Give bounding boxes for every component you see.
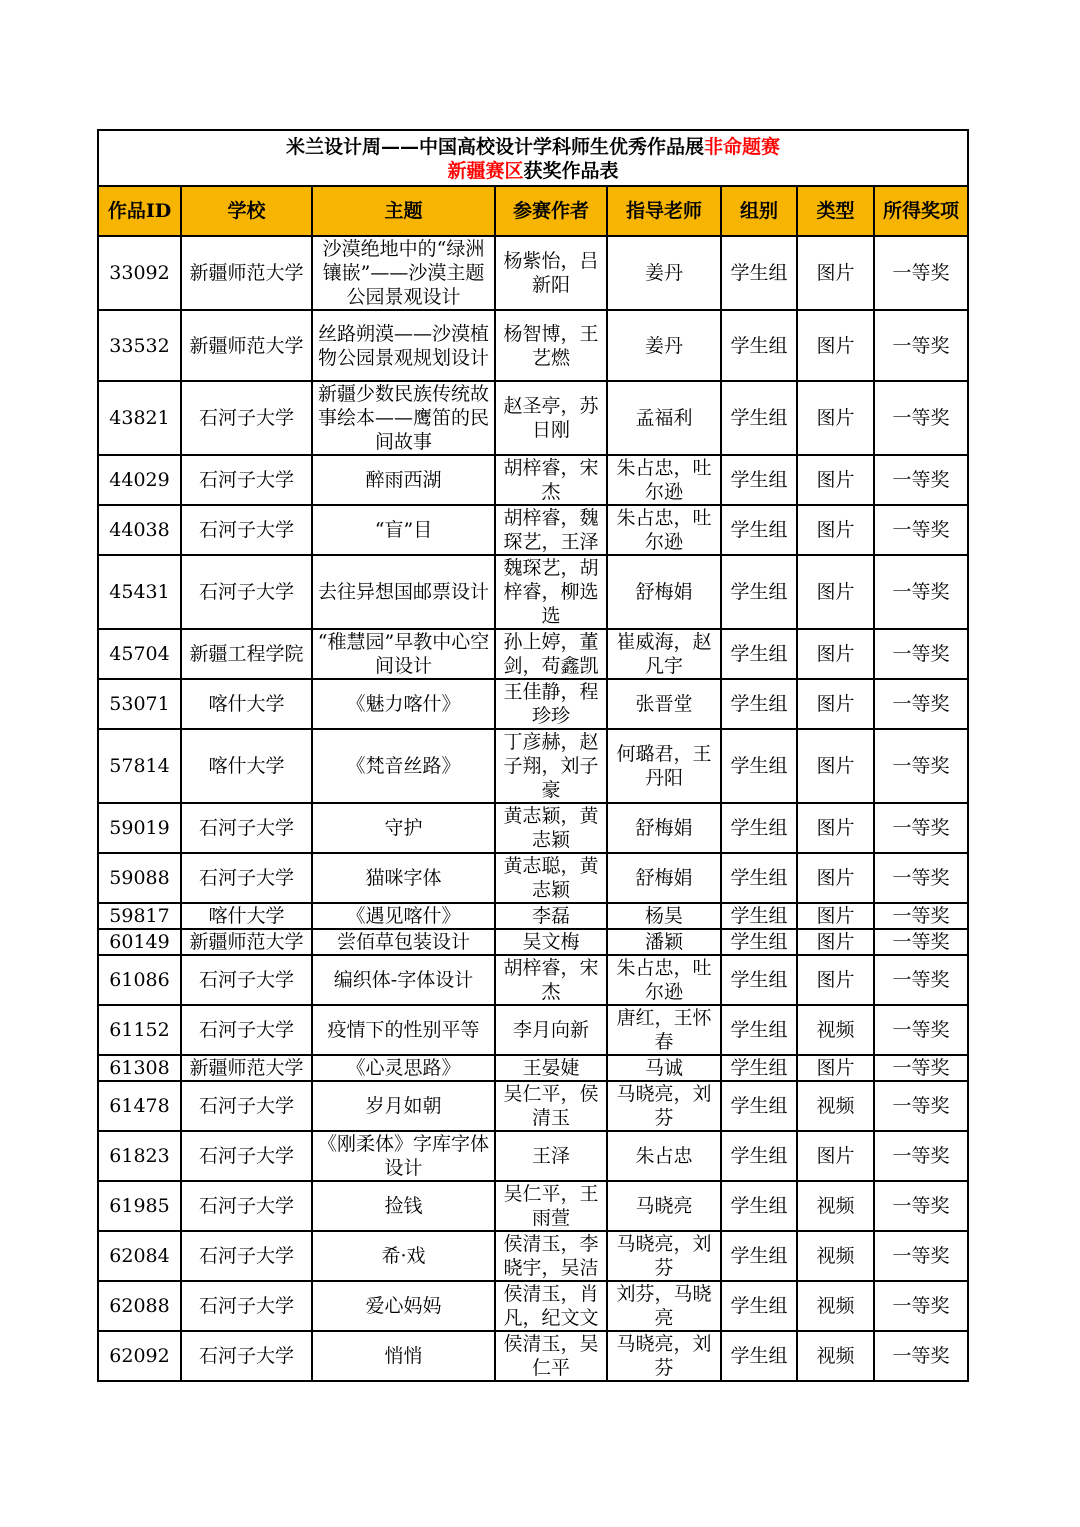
cell-authors: 黄志聪，黄志颖 <box>495 853 607 903</box>
cell-authors: 胡梓睿，魏琛艺，王泽 <box>495 505 607 555</box>
table-row <box>98 679 968 729</box>
cell-id: 45704 <box>98 629 181 679</box>
cell-award: 一等奖 <box>874 1231 968 1281</box>
cell-teacher: 姜丹 <box>607 236 721 310</box>
cell-award: 一等奖 <box>874 929 968 955</box>
cell-authors: 侯清玉，李晓宇，吴洁 <box>495 1231 607 1281</box>
table-row <box>98 955 968 1005</box>
col-header-theme: 主题 <box>312 186 495 236</box>
cell-id: 33092 <box>98 236 181 310</box>
table-row <box>98 1331 968 1381</box>
cell-award: 一等奖 <box>874 1281 968 1331</box>
cell-teacher: 舒梅娟 <box>607 555 721 629</box>
cell-award: 一等奖 <box>874 1181 968 1231</box>
table-row <box>98 929 968 955</box>
cell-group: 学生组 <box>721 1281 797 1331</box>
cell-group: 学生组 <box>721 803 797 853</box>
cell-teacher: 崔威海，赵凡宇 <box>607 629 721 679</box>
cell-teacher: 朱占忠，吐尔逊 <box>607 505 721 555</box>
cell-school: 石河子大学 <box>181 853 312 903</box>
cell-type: 视频 <box>797 1231 874 1281</box>
cell-award: 一等奖 <box>874 1081 968 1131</box>
cell-authors: 李磊 <box>495 903 607 929</box>
col-header-type: 类型 <box>797 186 874 236</box>
cell-type: 图片 <box>797 853 874 903</box>
cell-teacher: 马晓亮，刘芬 <box>607 1231 721 1281</box>
cell-theme: 去往异想国邮票设计 <box>312 555 495 629</box>
table-row <box>98 1055 968 1081</box>
title-part1: 米兰设计周——中国高校设计学科师生优秀作品展 <box>286 136 705 158</box>
cell-school: 新疆师范大学 <box>181 236 312 310</box>
cell-type: 图片 <box>797 1131 874 1181</box>
cell-type: 图片 <box>797 505 874 555</box>
cell-type: 视频 <box>797 1281 874 1331</box>
cell-id: 62092 <box>98 1331 181 1381</box>
cell-school: 石河子大学 <box>181 381 312 455</box>
cell-teacher: 杨昊 <box>607 903 721 929</box>
cell-type: 视频 <box>797 1005 874 1055</box>
cell-type: 视频 <box>797 1331 874 1381</box>
cell-theme: 新疆少数民族传统故事绘本——鹰笛的民间故事 <box>312 381 495 455</box>
cell-theme: 猫咪字体 <box>312 853 495 903</box>
cell-group: 学生组 <box>721 679 797 729</box>
cell-theme: 《梵音丝路》 <box>312 729 495 803</box>
cell-authors: 王佳静，程珍珍 <box>495 679 607 729</box>
col-header-teacher: 指导老师 <box>607 186 721 236</box>
cell-id: 44029 <box>98 455 181 505</box>
cell-award: 一等奖 <box>874 1131 968 1181</box>
cell-award: 一等奖 <box>874 1331 968 1381</box>
cell-school: 新疆师范大学 <box>181 1055 312 1081</box>
cell-award: 一等奖 <box>874 955 968 1005</box>
cell-teacher: 朱占忠 <box>607 1131 721 1181</box>
cell-school: 石河子大学 <box>181 455 312 505</box>
cell-group: 学生组 <box>721 236 797 310</box>
table-row <box>98 629 968 679</box>
cell-type: 图片 <box>797 236 874 310</box>
cell-authors: 吴文梅 <box>495 929 607 955</box>
cell-theme: 沙漠绝地中的“绿洲镶嵌”——沙漠主题公园景观设计 <box>312 236 495 310</box>
cell-type: 图片 <box>797 310 874 381</box>
cell-award: 一等奖 <box>874 505 968 555</box>
cell-authors: 胡梓睿，宋杰 <box>495 455 607 505</box>
cell-school: 石河子大学 <box>181 505 312 555</box>
col-header-group: 组别 <box>721 186 797 236</box>
cell-authors: 杨智博，王艺燃 <box>495 310 607 381</box>
cell-group: 学生组 <box>721 1231 797 1281</box>
cell-id: 62084 <box>98 1231 181 1281</box>
cell-teacher: 马诚 <box>607 1055 721 1081</box>
cell-award: 一等奖 <box>874 729 968 803</box>
cell-theme: 岁月如朝 <box>312 1081 495 1131</box>
cell-type: 图片 <box>797 929 874 955</box>
cell-group: 学生组 <box>721 310 797 381</box>
table-row <box>98 1181 968 1231</box>
cell-authors: 吴仁平，王雨萱 <box>495 1181 607 1231</box>
table-row <box>98 853 968 903</box>
cell-id: 59817 <box>98 903 181 929</box>
award-sheet <box>97 129 967 1382</box>
table-row <box>98 310 968 381</box>
cell-theme: “稚慧园”早教中心空间设计 <box>312 629 495 679</box>
cell-teacher: 朱占忠，吐尔逊 <box>607 455 721 505</box>
cell-school: 喀什大学 <box>181 679 312 729</box>
cell-authors: 侯清玉，吴仁平 <box>495 1331 607 1381</box>
cell-theme: 丝路朔漠——沙漠植物公园景观规划设计 <box>312 310 495 381</box>
cell-authors: 丁彦赫，赵子翔，刘子豪 <box>495 729 607 803</box>
cell-theme: 醉雨西湖 <box>312 455 495 505</box>
table-row <box>98 1005 968 1055</box>
col-header-award: 所得奖项 <box>874 186 968 236</box>
cell-teacher: 朱占忠，吐尔逊 <box>607 955 721 1005</box>
cell-teacher: 姜丹 <box>607 310 721 381</box>
cell-authors: 李月向新 <box>495 1005 607 1055</box>
cell-school: 石河子大学 <box>181 555 312 629</box>
cell-authors: 王晏婕 <box>495 1055 607 1081</box>
cell-group: 学生组 <box>721 729 797 803</box>
cell-id: 61086 <box>98 955 181 1005</box>
cell-teacher: 张晋堂 <box>607 679 721 729</box>
cell-award: 一等奖 <box>874 236 968 310</box>
title-part1-red: 非命题赛 <box>704 136 781 158</box>
table-row <box>98 455 968 505</box>
cell-teacher: 马晓亮，刘芬 <box>607 1081 721 1131</box>
cell-type: 图片 <box>797 555 874 629</box>
table-row <box>98 1231 968 1281</box>
cell-id: 59088 <box>98 853 181 903</box>
cell-id: 53071 <box>98 679 181 729</box>
cell-id: 62088 <box>98 1281 181 1331</box>
cell-group: 学生组 <box>721 1055 797 1081</box>
table-row <box>98 803 968 853</box>
cell-school: 石河子大学 <box>181 1331 312 1381</box>
col-header-school: 学校 <box>181 186 312 236</box>
cell-school: 喀什大学 <box>181 729 312 803</box>
cell-group: 学生组 <box>721 1131 797 1181</box>
table-row <box>98 505 968 555</box>
cell-id: 45431 <box>98 555 181 629</box>
table-row <box>98 1081 968 1131</box>
cell-group: 学生组 <box>721 929 797 955</box>
cell-teacher: 潘颖 <box>607 929 721 955</box>
cell-teacher: 马晓亮，刘芬 <box>607 1331 721 1381</box>
cell-school: 石河子大学 <box>181 1281 312 1331</box>
cell-school: 石河子大学 <box>181 955 312 1005</box>
cell-group: 学生组 <box>721 1331 797 1381</box>
cell-award: 一等奖 <box>874 1055 968 1081</box>
cell-type: 图片 <box>797 679 874 729</box>
cell-id: 59019 <box>98 803 181 853</box>
cell-id: 60149 <box>98 929 181 955</box>
cell-theme: 疫情下的性别平等 <box>312 1005 495 1055</box>
cell-award: 一等奖 <box>874 853 968 903</box>
cell-award: 一等奖 <box>874 803 968 853</box>
cell-school: 石河子大学 <box>181 1131 312 1181</box>
cell-type: 视频 <box>797 1081 874 1131</box>
title-part2-red: 新疆赛区 <box>447 160 524 182</box>
cell-id: 61152 <box>98 1005 181 1055</box>
table-row <box>98 236 968 310</box>
cell-teacher: 舒梅娟 <box>607 803 721 853</box>
cell-authors: 杨紫怡，吕新阳 <box>495 236 607 310</box>
cell-theme: 爱心妈妈 <box>312 1281 495 1331</box>
cell-type: 图片 <box>797 729 874 803</box>
cell-group: 学生组 <box>721 629 797 679</box>
header-row <box>98 186 968 236</box>
cell-authors: 魏琛艺，胡梓睿，柳选选 <box>495 555 607 629</box>
cell-type: 图片 <box>797 955 874 1005</box>
cell-teacher: 何璐君，王丹阳 <box>607 729 721 803</box>
cell-group: 学生组 <box>721 853 797 903</box>
cell-teacher: 舒梅娟 <box>607 853 721 903</box>
cell-group: 学生组 <box>721 955 797 1005</box>
cell-theme: 《刚柔体》字库字体设计 <box>312 1131 495 1181</box>
cell-award: 一等奖 <box>874 629 968 679</box>
cell-type: 图片 <box>797 803 874 853</box>
table-row <box>98 1131 968 1181</box>
cell-id: 57814 <box>98 729 181 803</box>
cell-award: 一等奖 <box>874 381 968 455</box>
cell-school: 新疆工程学院 <box>181 629 312 679</box>
cell-group: 学生组 <box>721 555 797 629</box>
cell-school: 石河子大学 <box>181 1181 312 1231</box>
cell-theme: 捡钱 <box>312 1181 495 1231</box>
cell-theme: 尝佰草包装设计 <box>312 929 495 955</box>
cell-id: 33532 <box>98 310 181 381</box>
cell-teacher: 孟福利 <box>607 381 721 455</box>
cell-authors: 吴仁平，侯清玉 <box>495 1081 607 1131</box>
table-title <box>98 130 968 186</box>
table-row <box>98 903 968 929</box>
cell-type: 视频 <box>797 1181 874 1231</box>
cell-school: 石河子大学 <box>181 1005 312 1055</box>
cell-theme: 《心灵思路》 <box>312 1055 495 1081</box>
cell-group: 学生组 <box>721 1181 797 1231</box>
cell-award: 一等奖 <box>874 555 968 629</box>
cell-award: 一等奖 <box>874 679 968 729</box>
cell-teacher: 刘芬，马晓亮 <box>607 1281 721 1331</box>
table-row <box>98 1281 968 1331</box>
cell-award: 一等奖 <box>874 1005 968 1055</box>
cell-type: 图片 <box>797 903 874 929</box>
table-row <box>98 381 968 455</box>
cell-school: 石河子大学 <box>181 803 312 853</box>
cell-group: 学生组 <box>721 903 797 929</box>
cell-teacher: 马晓亮 <box>607 1181 721 1231</box>
cell-authors: 赵圣亭，苏日刚 <box>495 381 607 455</box>
cell-type: 图片 <box>797 381 874 455</box>
cell-school: 石河子大学 <box>181 1231 312 1281</box>
table-row <box>98 729 968 803</box>
cell-school: 石河子大学 <box>181 1081 312 1131</box>
col-header-authors: 参赛作者 <box>495 186 607 236</box>
cell-theme: “盲”目 <box>312 505 495 555</box>
cell-theme: 希·戏 <box>312 1231 495 1281</box>
cell-type: 图片 <box>797 629 874 679</box>
title-part2: 获奖作品表 <box>523 160 619 182</box>
cell-group: 学生组 <box>721 505 797 555</box>
cell-group: 学生组 <box>721 1081 797 1131</box>
cell-group: 学生组 <box>721 1005 797 1055</box>
cell-authors: 胡梓睿，宋杰 <box>495 955 607 1005</box>
cell-theme: 守护 <box>312 803 495 853</box>
cell-award: 一等奖 <box>874 310 968 381</box>
cell-id: 61823 <box>98 1131 181 1181</box>
cell-type: 图片 <box>797 455 874 505</box>
table-row <box>98 555 968 629</box>
cell-authors: 侯清玉，肖凡，纪文文 <box>495 1281 607 1331</box>
cell-school: 新疆师范大学 <box>181 929 312 955</box>
cell-theme: 《魅力喀什》 <box>312 679 495 729</box>
cell-authors: 王泽 <box>495 1131 607 1181</box>
col-header-id: 作品ID <box>98 186 181 236</box>
cell-school: 新疆师范大学 <box>181 310 312 381</box>
cell-group: 学生组 <box>721 455 797 505</box>
cell-id: 43821 <box>98 381 181 455</box>
cell-school: 喀什大学 <box>181 903 312 929</box>
cell-authors: 黄志颖，黄志颖 <box>495 803 607 853</box>
cell-group: 学生组 <box>721 381 797 455</box>
cell-authors: 孙上婷，董剑，苟鑫凯 <box>495 629 607 679</box>
awards-table <box>97 129 969 1382</box>
cell-id: 61308 <box>98 1055 181 1081</box>
cell-theme: 编织体-字体设计 <box>312 955 495 1005</box>
cell-type: 图片 <box>797 1055 874 1081</box>
cell-id: 44038 <box>98 505 181 555</box>
cell-id: 61985 <box>98 1181 181 1231</box>
cell-teacher: 唐红，王怀春 <box>607 1005 721 1055</box>
cell-id: 61478 <box>98 1081 181 1131</box>
cell-theme: 悄悄 <box>312 1331 495 1381</box>
cell-award: 一等奖 <box>874 455 968 505</box>
cell-theme: 《遇见喀什》 <box>312 903 495 929</box>
cell-award: 一等奖 <box>874 903 968 929</box>
